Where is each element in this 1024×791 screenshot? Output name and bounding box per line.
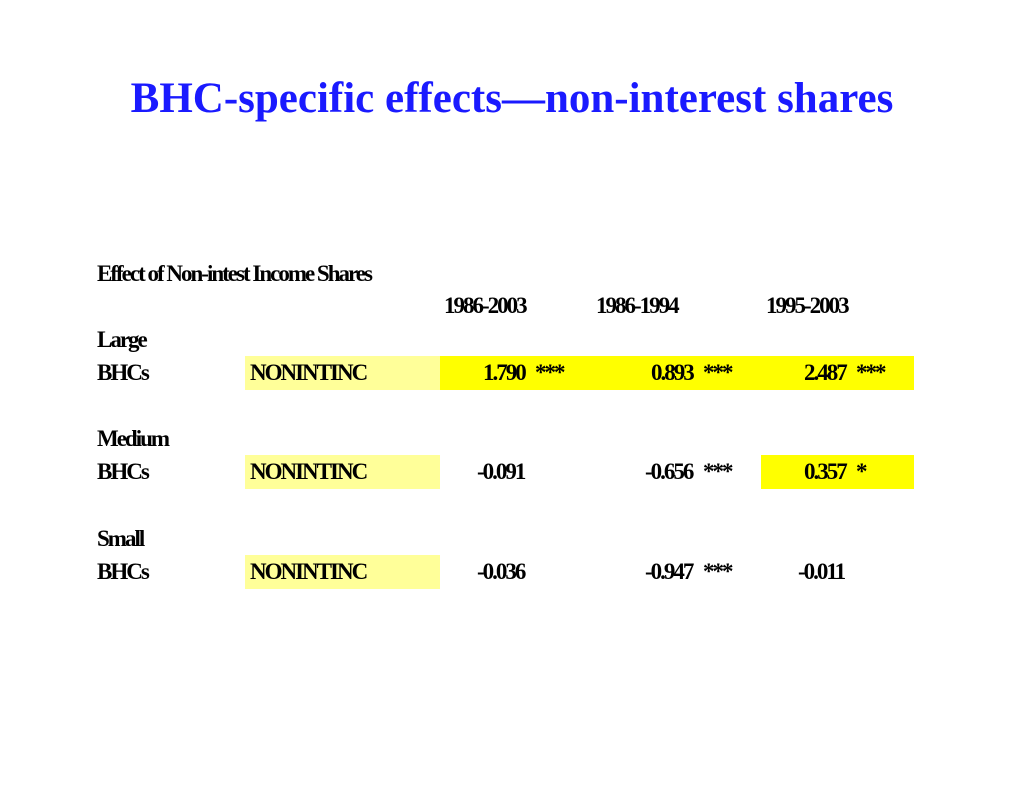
coef-cell: [440, 555, 600, 589]
coef-cell: [440, 455, 600, 489]
slide-title: BHC-specific effects—non-interest shares: [130, 75, 894, 122]
variable-name: NONINTINC: [250, 559, 367, 584]
coef-cell: [440, 356, 914, 390]
coef-value: 2.487: [804, 360, 846, 385]
group-label-large: Large: [97, 327, 146, 352]
coef-value: -0.036: [477, 559, 525, 584]
significance-stars: ***: [703, 559, 732, 584]
variable-cell: [245, 455, 440, 489]
coef-cell: [600, 455, 761, 489]
row-label-bhcs: BHCs: [97, 559, 148, 584]
coef-value: -0.947: [645, 559, 693, 584]
group-label-small: Small: [97, 526, 144, 551]
coef-value: -0.011: [798, 559, 845, 584]
coef-value: 0.893: [651, 360, 693, 385]
significance-stars: *: [856, 459, 866, 484]
column-header-1986-2003: 1986-2003: [444, 293, 526, 318]
coef-cell: [761, 555, 914, 589]
row-label-bhcs: BHCs: [97, 459, 148, 484]
significance-stars: ***: [535, 360, 564, 385]
column-header-1986-1994: 1986-1994: [596, 293, 678, 318]
column-header-1995-2003: 1995-2003: [766, 293, 848, 318]
coef-value: 0.357: [804, 459, 846, 484]
significance-stars: ***: [703, 459, 732, 484]
group-label-medium: Medium: [97, 426, 169, 451]
significance-stars: ***: [703, 360, 732, 385]
significance-stars: ***: [856, 360, 885, 385]
coef-value: 1.790: [483, 360, 525, 385]
coef-cell: [761, 455, 914, 489]
table-caption: Effect of Non-intest Income Shares: [97, 261, 371, 286]
variable-cell: [245, 356, 440, 390]
coef-value: -0.091: [477, 459, 525, 484]
variable-name: NONINTINC: [250, 360, 367, 385]
variable-name: NONINTINC: [250, 459, 367, 484]
coef-value: -0.656: [645, 459, 693, 484]
variable-cell: [245, 555, 440, 589]
coef-cell: [600, 555, 761, 589]
row-label-bhcs: BHCs: [97, 360, 148, 385]
